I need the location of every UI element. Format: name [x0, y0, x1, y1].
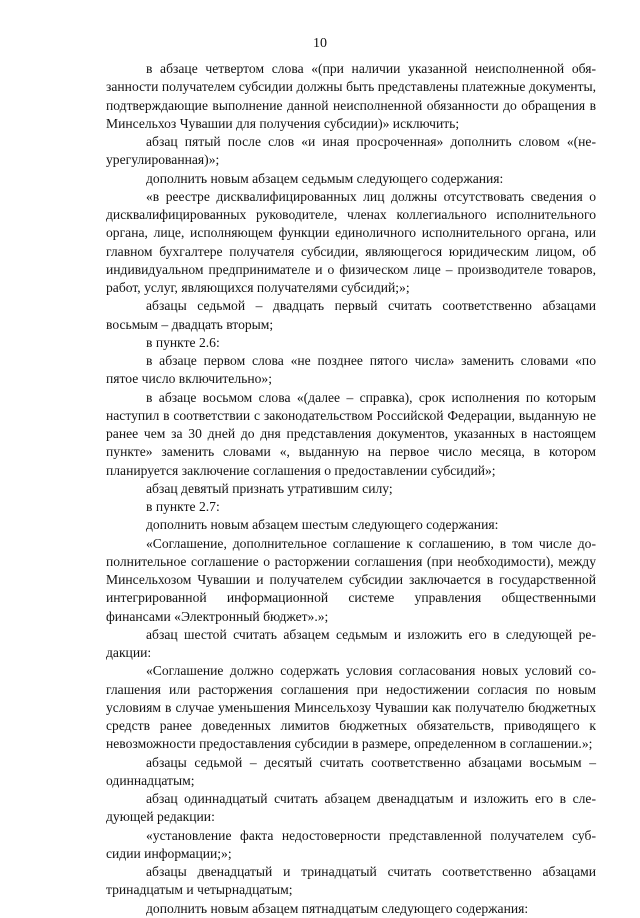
paragraph: дополнить новым абзацем седьмым следующего содержания: [146, 170, 504, 186]
paragraph: абзац пятый после слов «и иная просроченная» дополнить словом «(неурегулированная)»; [106, 134, 596, 168]
paragraph: абзац шестой считать абзацем седьмым и изложить его в следующей редакции: [106, 626, 596, 660]
paragraph: в абзаце восьмом слова «(далее – справка), срок исполнения по которым наступил в соответствии с законодательством Российской Федерации, выданную не ранее чем за 30 дней до дня представления документов, указанных в настоящем пункте» заменить словами «, выданную на первое число месяца, в котором планируется заключение соглашения о предоставлении субсидий»; [106, 389, 596, 478]
paragraph: абзацы седьмой – двадцать первый считать соответственно абзацами восьмым – двадцать вторым; [106, 298, 596, 332]
page-number: 10 [313, 36, 327, 51]
paragraph: «Соглашение должно содержать условия согласования новых условий соглашения или расторжения соглашения при недостижении согласия по новым условиям в случае уменьшения Минсельхозу Чувашии как получателю бюджетных средств ранее доведенных лимитов бюджетных обязательств, приводящего к невозможности предоставления субсидии в размере, определенном в соглашении.»; [106, 663, 596, 752]
paragraph: абзац одиннадцатый считать абзацем двенадцатым и изложить его в следующей редакции: [106, 791, 596, 825]
paragraph: абзац девятый признать утратившим силу; [146, 480, 393, 496]
paragraph: в абзаце первом слова «не позднее пятого числа» заменить словами «по пятое число включительно»; [106, 353, 596, 387]
paragraph: «Соглашение, дополнительное соглашение к соглашению, в том числе дополнительное соглашение о расторжении соглашения (при необходимости), между Минсельхозом Чувашии и получателем субсидии заключается в государственной интегрированной информационной системе управления общественными финансами «Электронный бюджет».»; [106, 535, 596, 624]
paragraph: в пункте 2.7: [146, 499, 220, 514]
paragraph: абзацы двенадцатый и тринадцатый считать соответственно абзацами тринадцатым и четырнадцатым; [106, 864, 596, 898]
paragraph: в абзаце четвертом слова «(при наличии указанной неисполненной обязанности получателем субсидии должны быть представлены платежные документы, подтверждающие выполнение данной неисполненной обязанности до обращения в Минсельхоз Чувашии для получения субсидии)» исключить; [106, 61, 596, 131]
paragraph: «в реестре дисквалифицированных лиц должны отсутствовать сведения о дисквалифицированных руководителе, членах коллегиального исполнительного органа, лице, исполняющем функции единоличного исполнительного органа, или главном бухгалтере получателя субсидии, являющегося юридическим лицом, об индивидуальном предпринимателе и о физическом лице – производителе товаров, работ, услуг, являющихся получателями субсидий;»; [106, 188, 596, 295]
paragraph: дополнить новым абзацем шестым следующего содержания: [146, 517, 499, 533]
paragraph: в пункте 2.6: [146, 334, 220, 350]
document-body [106, 60, 596, 918]
paragraph: дополнить новым абзацем пятнадцатым следующего содержания: [146, 900, 529, 916]
paragraph: «установление факта недостоверности представленной получателем субсидии информации;»; [106, 827, 596, 861]
paragraph: абзацы седьмой – десятый считать соответственно абзацами восьмым – одиннадцатым; [106, 754, 596, 788]
